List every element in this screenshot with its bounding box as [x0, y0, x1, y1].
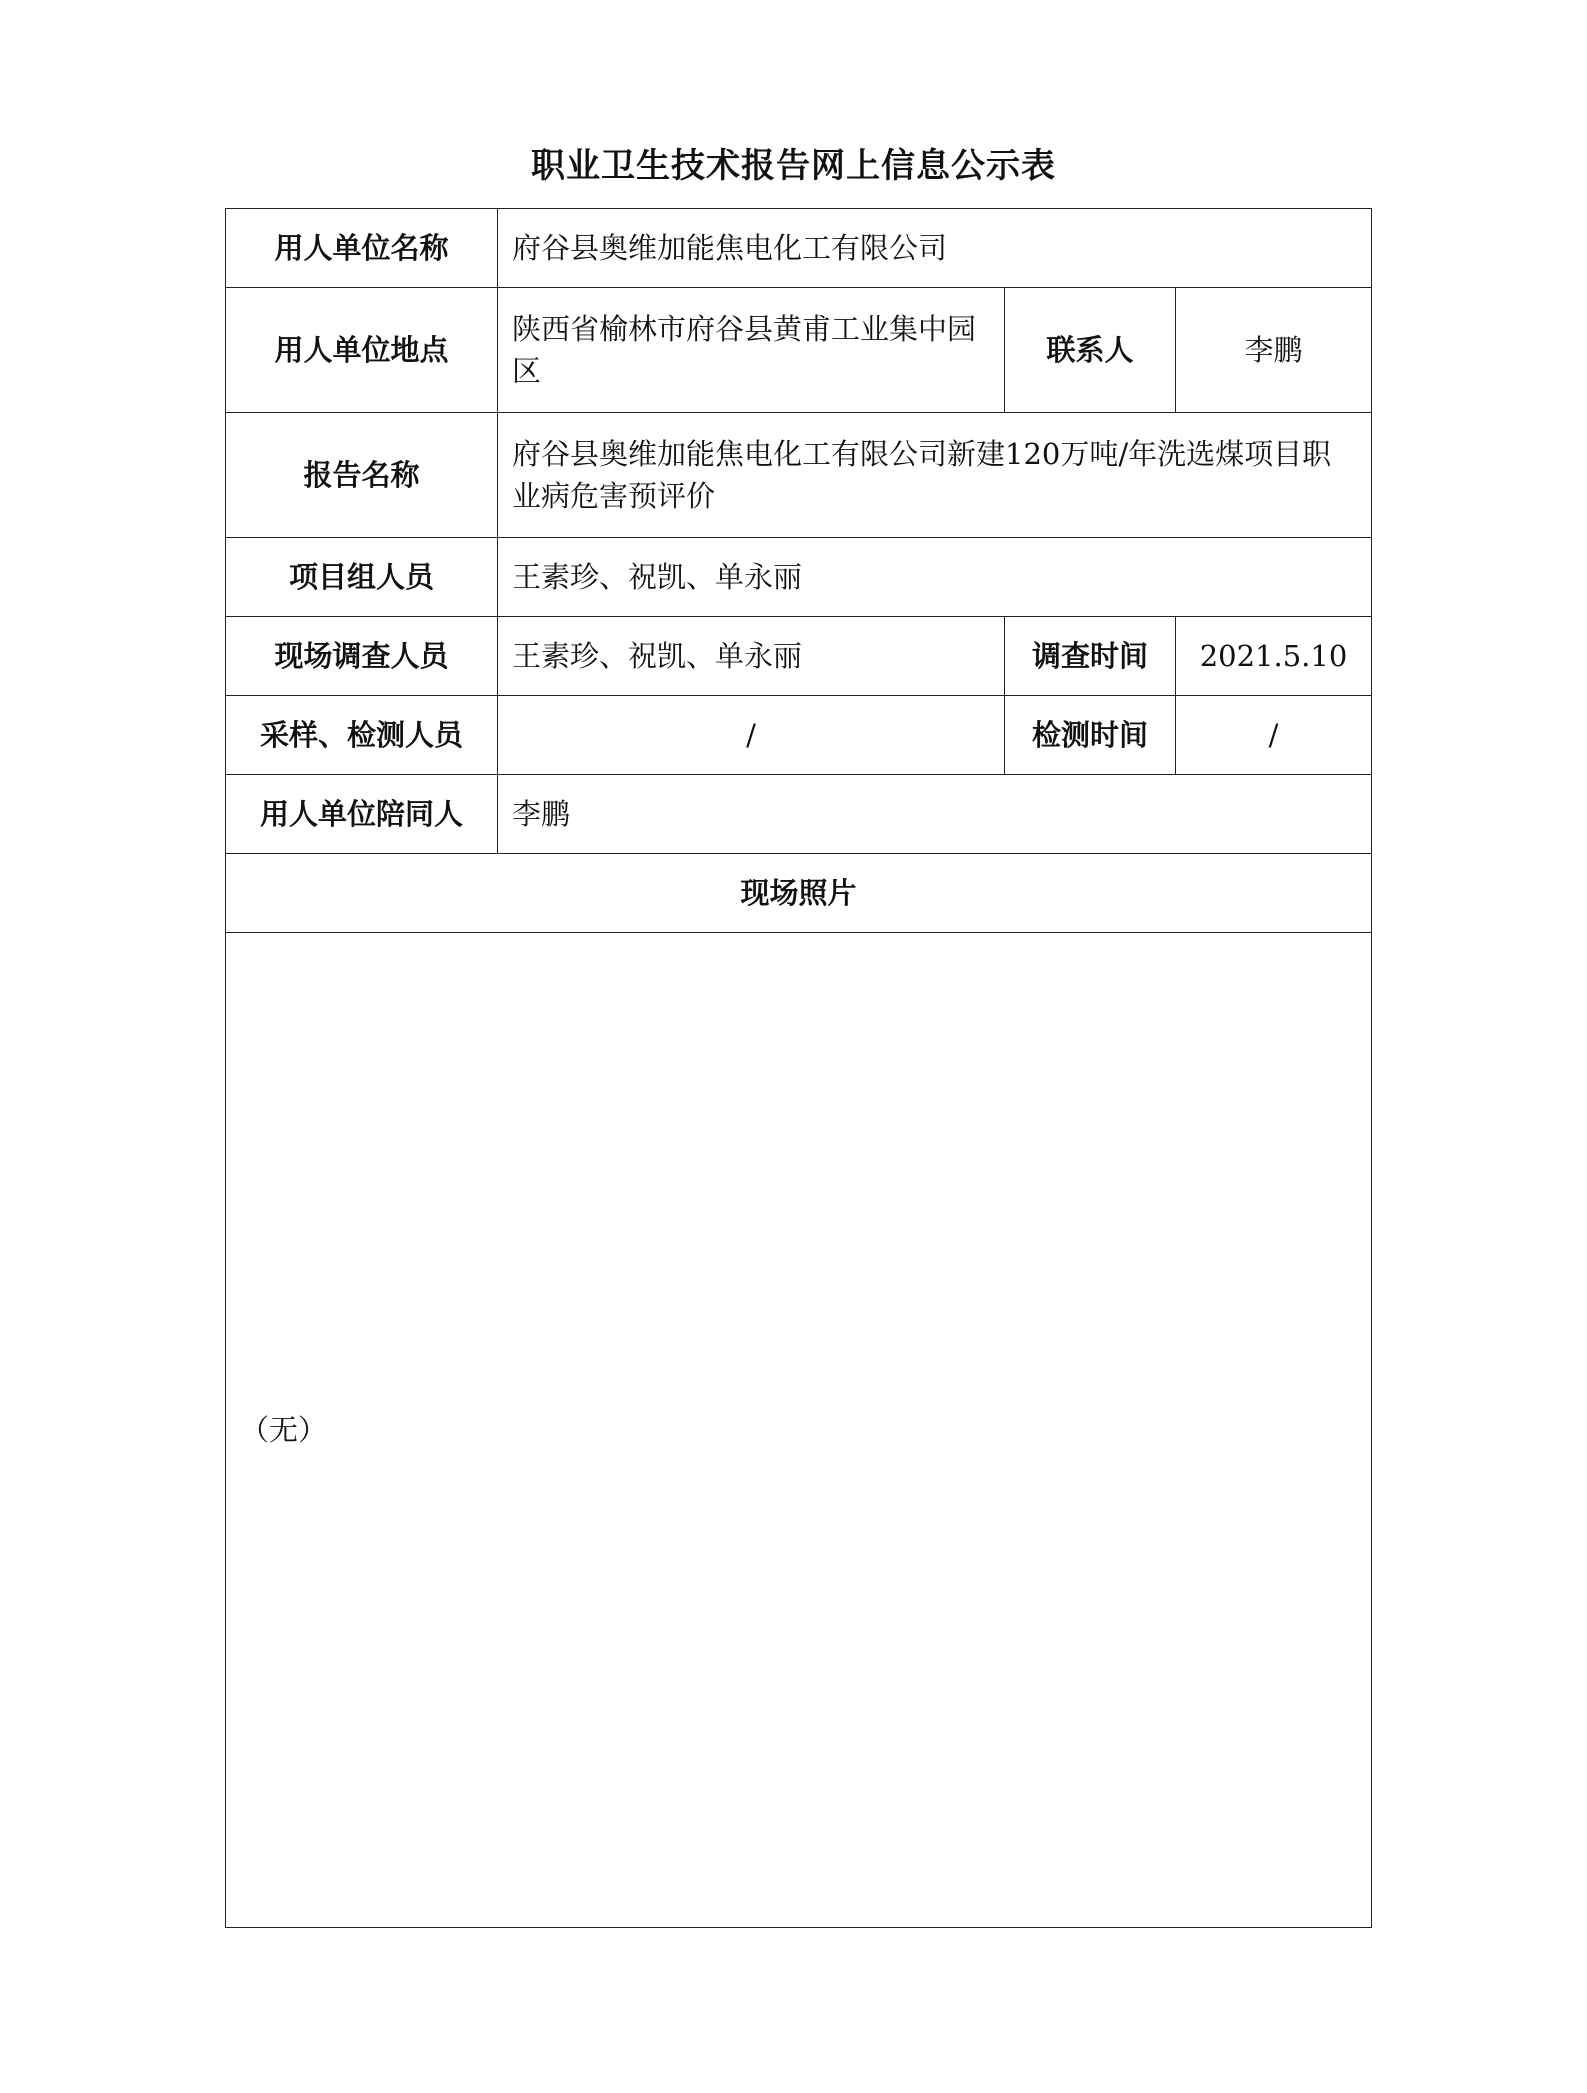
- label-escort: 用人单位陪同人: [226, 775, 498, 854]
- label-onsite-survey: 现场调查人员: [226, 617, 498, 696]
- label-employer-location: 用人单位地点: [226, 288, 498, 413]
- value-survey-time: 2021.5.10: [1176, 617, 1372, 696]
- row-photos-header: [226, 854, 1372, 933]
- row-onsite-survey: [226, 617, 1372, 696]
- row-report-name: [226, 413, 1372, 538]
- value-report-name: 府谷县奥维加能焦电化工有限公司新建120万吨/年洗选煤项目职业病危害预评价: [498, 413, 1372, 538]
- value-onsite-survey: 王素珍、祝凯、单永丽: [498, 617, 1005, 696]
- row-sampling: [226, 696, 1372, 775]
- value-employer-name: 府谷县奥维加能焦电化工有限公司: [498, 209, 1372, 288]
- row-employer-name: [226, 209, 1372, 288]
- label-detection-time: 检测时间: [1005, 696, 1176, 775]
- photos-content: （无）: [226, 933, 1372, 1928]
- info-table: [225, 208, 1372, 1928]
- row-escort: [226, 775, 1372, 854]
- value-detection-time: /: [1176, 696, 1372, 775]
- value-project-team: 王素珍、祝凯、单永丽: [498, 538, 1372, 617]
- page-title: 职业卫生技术报告网上信息公示表: [531, 146, 1056, 186]
- label-project-team: 项目组人员: [226, 538, 498, 617]
- value-escort: 李鹏: [498, 775, 1372, 854]
- row-photos-body: [226, 933, 1372, 1928]
- label-survey-time: 调查时间: [1005, 617, 1176, 696]
- value-employer-location: 陕西省榆林市府谷县黄甫工业集中园区: [498, 288, 1005, 413]
- photos-header: 现场照片: [226, 854, 1372, 933]
- row-employer-location: [226, 288, 1372, 413]
- value-sampling: /: [498, 696, 1005, 775]
- value-contact: 李鹏: [1176, 288, 1372, 413]
- label-employer-name: 用人单位名称: [226, 209, 498, 288]
- label-sampling: 采样、检测人员: [226, 696, 498, 775]
- row-project-team: [226, 538, 1372, 617]
- label-report-name: 报告名称: [226, 413, 498, 538]
- label-contact: 联系人: [1005, 288, 1176, 413]
